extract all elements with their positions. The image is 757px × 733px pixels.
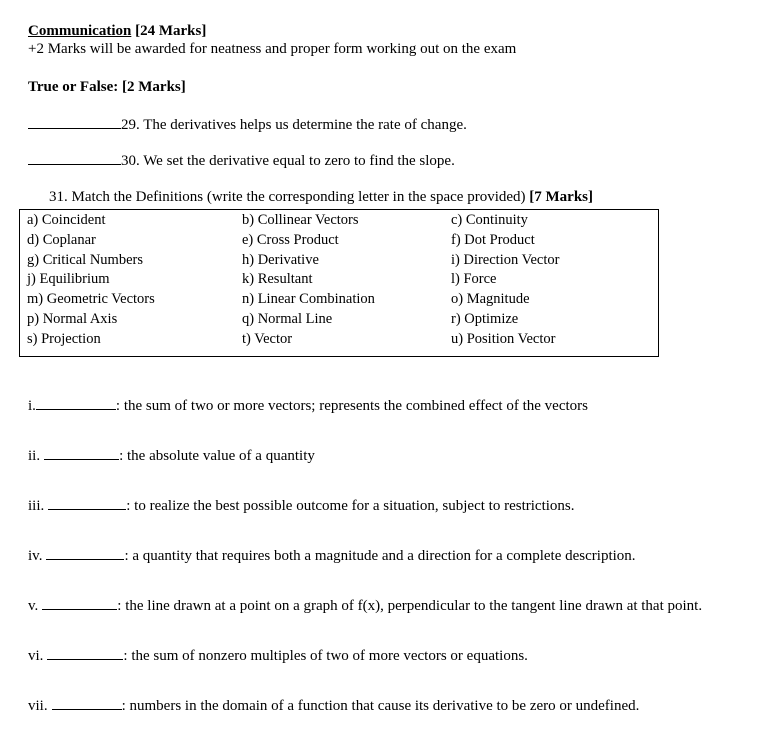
tf-heading: True or False: [2 Marks]	[28, 79, 186, 95]
term-cell: o) Magnitude	[451, 291, 530, 307]
answer-blank[interactable]	[46, 546, 124, 560]
match-heading: 31. Match the Definitions (write the corresponding letter in the space provided) [7 Marks]	[49, 189, 594, 205]
answer-blank[interactable]	[42, 596, 117, 610]
term-cell: t) Vector	[242, 331, 293, 347]
term-cell: h) Derivative	[242, 252, 319, 268]
answer-blank[interactable]	[36, 396, 116, 410]
term-cell: p) Normal Axis	[27, 311, 118, 327]
term-cell: i) Direction Vector	[451, 252, 560, 268]
term-cell: n) Linear Combination	[242, 291, 375, 307]
answer-blank[interactable]	[48, 496, 126, 510]
term-cell: b) Collinear Vectors	[242, 212, 359, 228]
definition-item: iv. : a quantity that requires both a magnitude and a direction for a complete description.	[28, 548, 636, 564]
term-cell: k) Resultant	[242, 271, 313, 287]
definition-item: v. : the line drawn at a point on a graph of f(x), perpendicular to the tangent line drawn at that point.	[28, 598, 703, 614]
definition-item: iii. : to realize the best possible outcome for a situation, subject to restrictions.	[28, 498, 575, 514]
term-cell: s) Projection	[27, 331, 101, 347]
tf-question-30: 30. We set the derivative equal to zero to find the slope.	[28, 151, 455, 170]
term-cell: m) Geometric Vectors	[27, 291, 155, 307]
term-cell: g) Critical Numbers	[27, 252, 143, 268]
answer-blank[interactable]	[28, 151, 121, 165]
term-cell: d) Coplanar	[27, 232, 96, 248]
terms-table	[19, 209, 659, 357]
term-cell: j) Equilibrium	[27, 271, 110, 287]
term-cell: a) Coincident	[27, 212, 106, 228]
bonus-note: +2 Marks will be awarded for neatness and proper form working out on the exam	[28, 41, 517, 57]
definition-item: vii. : numbers in the domain of a function that cause its derivative to be zero or undefined.	[28, 698, 640, 714]
term-cell: u) Position Vector	[451, 331, 556, 347]
term-cell: c) Continuity	[451, 212, 528, 228]
answer-blank[interactable]	[52, 696, 122, 710]
term-cell: q) Normal Line	[242, 311, 333, 327]
term-cell: e) Cross Product	[242, 232, 339, 248]
definition-item: vi. : the sum of nonzero multiples of two of more vectors or equations.	[28, 648, 528, 664]
definition-item: ii. : the absolute value of a quantity	[28, 448, 315, 464]
definition-item: i. : the sum of two or more vectors; represents the combined effect of the vectors	[28, 398, 588, 414]
answer-blank[interactable]	[44, 446, 119, 460]
term-cell: l) Force	[451, 271, 497, 287]
term-cell: f) Dot Product	[451, 232, 535, 248]
page-title: Communication [24 Marks]	[28, 23, 207, 39]
answer-blank[interactable]	[28, 115, 121, 129]
tf-question-29: 29. The derivatives helps us determine the rate of change.	[28, 115, 467, 134]
term-cell: r) Optimize	[451, 311, 519, 327]
answer-blank[interactable]	[47, 646, 123, 660]
